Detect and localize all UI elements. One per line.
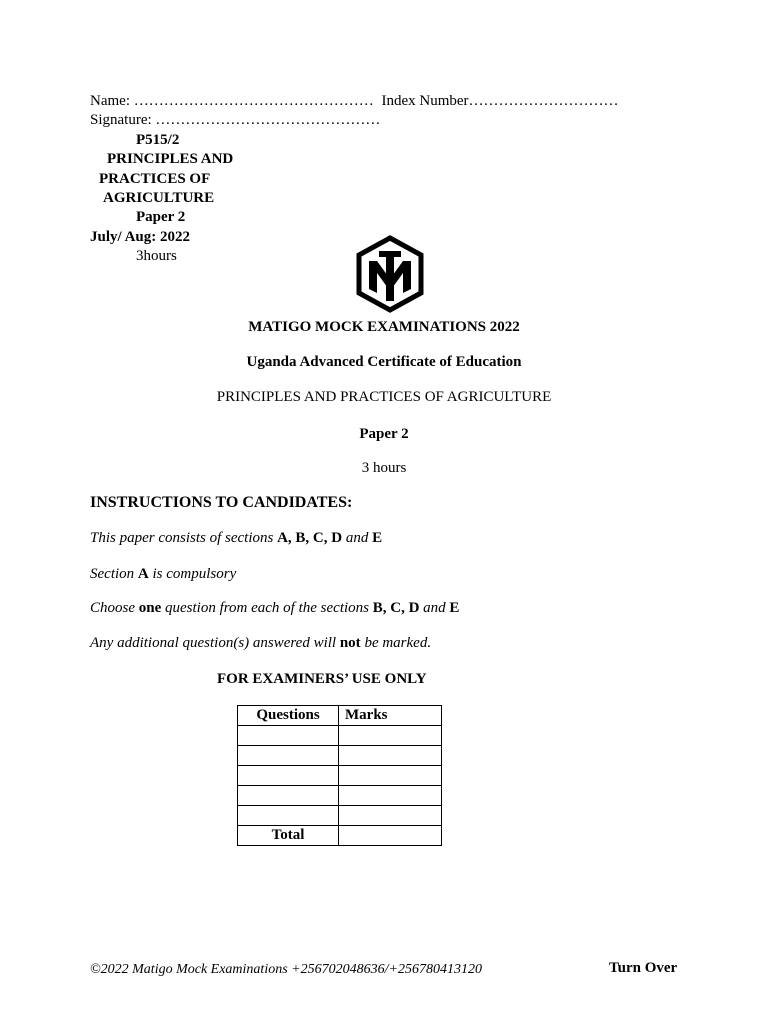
instruction-additional — [90, 635, 431, 652]
question-cell[interactable] — [238, 766, 339, 786]
footer-copyright: ©2022 Matigo Mock Examinations +256702048636/+256780413120 — [90, 962, 482, 977]
paper-number: Paper 2 — [136, 209, 186, 225]
subject-line-3: AGRICULTURE — [103, 190, 215, 206]
instruction-emphasis: one — [138, 600, 162, 616]
signature-line — [90, 112, 380, 129]
signature-label: Signature: — [90, 112, 152, 128]
duration-title: 3 hours — [361, 460, 407, 476]
question-cell[interactable] — [238, 726, 339, 746]
examiners-table — [237, 705, 442, 846]
exam-title: MATIGO MOCK EXAMINATIONS 2022 — [248, 319, 520, 335]
instruction-emphasis: not — [339, 635, 361, 651]
marks-cell[interactable] — [339, 766, 442, 786]
instruction-text: and — [419, 600, 450, 616]
instruction-text: question from each of the sections — [161, 600, 373, 616]
table-row — [238, 726, 442, 746]
instruction-text: is compulsory — [148, 566, 237, 582]
certificate-title: Uganda Advanced Certificate of Education — [246, 354, 522, 370]
marks-header: Marks — [339, 706, 442, 726]
paper-code: P515/2 — [136, 132, 180, 148]
examiners-heading: FOR EXAMINERS’ USE ONLY — [217, 671, 427, 687]
index-number-label: Index Number — [381, 93, 469, 109]
name-dots: ………………………………………… — [133, 93, 374, 109]
question-cell[interactable] — [238, 806, 339, 826]
instruction-text: Section — [90, 566, 138, 582]
subject-line-1: PRINCIPLES AND — [107, 151, 234, 167]
subject-line-2: PRACTICES OF — [99, 171, 211, 187]
table-row — [238, 786, 442, 806]
instruction-emphasis: A — [137, 566, 149, 582]
table-header-row — [238, 706, 442, 726]
instruction-text: and — [342, 530, 373, 546]
question-cell[interactable] — [238, 786, 339, 806]
instruction-emphasis: E — [449, 600, 460, 616]
paper-title: Paper 2 — [359, 426, 409, 442]
instruction-text: be marked. — [360, 635, 432, 651]
total-marks-cell[interactable] — [339, 826, 442, 846]
turn-over-label: Turn Over — [609, 960, 678, 976]
instruction-choose — [90, 600, 459, 617]
table-row — [238, 746, 442, 766]
marks-cell[interactable] — [339, 806, 442, 826]
instruction-sections — [90, 530, 382, 547]
questions-header: Questions — [238, 706, 339, 726]
total-row — [238, 826, 442, 846]
instruction-text: Choose — [90, 600, 139, 616]
instruction-emphasis: B, C, D — [372, 600, 420, 616]
total-label: Total — [238, 826, 339, 846]
subject-title: PRINCIPLES AND PRACTICES OF AGRICULTURE — [216, 389, 552, 405]
name-line — [90, 93, 619, 110]
instruction-text: Any additional question(s) answered will — [90, 635, 340, 651]
index-number-dots: ………………………… — [468, 93, 619, 109]
marks-cell[interactable] — [339, 786, 442, 806]
signature-dots: ……………………………………… — [155, 112, 381, 128]
exam-date: July/ Aug: 2022 — [90, 229, 191, 245]
duration-short: 3hours — [136, 248, 177, 264]
marks-cell[interactable] — [339, 746, 442, 766]
instruction-emphasis: A, B, C, D — [277, 530, 343, 546]
question-cell[interactable] — [238, 746, 339, 766]
name-label: Name: — [90, 93, 130, 109]
marks-cell[interactable] — [339, 726, 442, 746]
table-row — [238, 766, 442, 786]
instruction-compulsory — [90, 566, 236, 583]
instructions-heading: INSTRUCTIONS TO CANDIDATES: — [90, 494, 353, 511]
instruction-emphasis: E — [372, 530, 383, 546]
table-row — [238, 806, 442, 826]
instruction-text: This paper consists of sections — [90, 530, 278, 546]
mt-hexagon-logo-icon — [355, 235, 425, 313]
